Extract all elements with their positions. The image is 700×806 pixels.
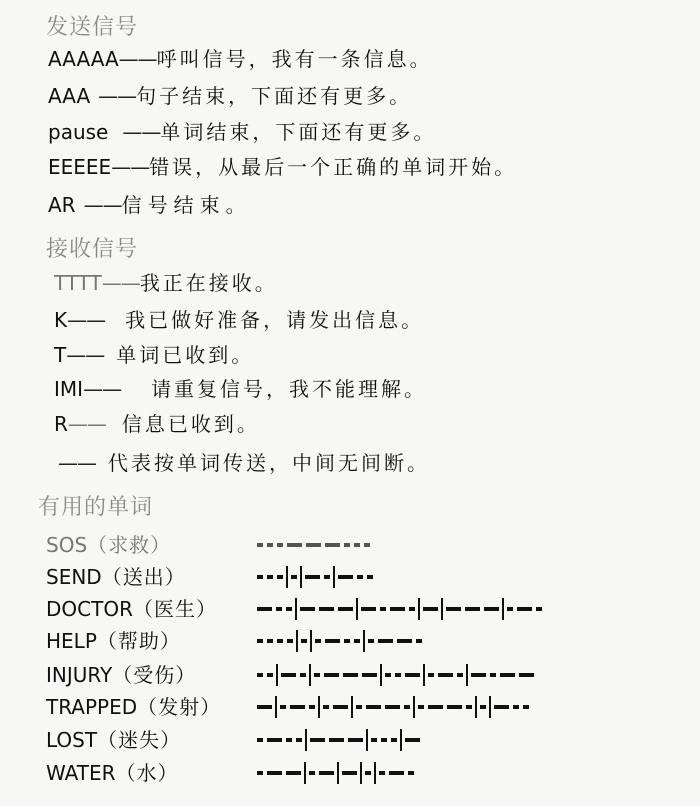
signal-dash: —— — [83, 377, 122, 401]
morse-dot — [344, 543, 350, 547]
word-text: SOS — [46, 533, 88, 557]
morse-dot — [267, 639, 273, 643]
receive-row — [58, 450, 430, 476]
word-meaning: （水） — [115, 761, 179, 785]
signal-description: 请重复信号，我不能理解。 — [151, 377, 428, 401]
morse-dash — [500, 673, 515, 677]
morse-letter-separator — [275, 696, 277, 718]
morse-dot — [324, 575, 330, 579]
morse-dash — [286, 771, 301, 775]
signal-description: 代表按单词传送，中间无间断。 — [108, 451, 430, 475]
morse-dot — [354, 639, 360, 643]
signal-code: K — [54, 308, 68, 332]
morse-dot — [291, 575, 297, 579]
morse-dot — [257, 738, 263, 742]
morse-dot — [368, 639, 374, 643]
morse-letter-separator — [295, 598, 297, 620]
word-text: DOCTOR — [46, 597, 133, 621]
morse-dot — [309, 771, 315, 775]
morse-dot — [428, 673, 434, 677]
signal-dash: —— — [118, 47, 157, 71]
morse-dash — [257, 607, 272, 611]
word-text: SEND — [46, 565, 102, 589]
morse-letter-separator — [276, 664, 278, 686]
morse-letter-separator — [360, 762, 362, 784]
signal-description: 呼叫信号，我有一条信息。 — [156, 47, 433, 71]
signal-description: 我已做好准备，请发出信息。 — [125, 308, 425, 332]
signal-description: 错误，从最后一个正确的单词开始。 — [149, 155, 518, 179]
morse-letter-separator — [502, 598, 504, 620]
signal-description: 我正在接收。 — [139, 271, 278, 295]
morse-dash — [338, 575, 353, 579]
word-meaning: （医生） — [132, 597, 217, 621]
morse-dot — [507, 607, 513, 611]
signal-dash: —— — [98, 84, 137, 108]
receive-row — [54, 307, 424, 333]
signal-dash: —— — [66, 343, 105, 367]
morse-letter-separator — [309, 664, 311, 686]
morse-dash — [446, 607, 461, 611]
word-row — [46, 727, 181, 753]
morse-dash — [329, 738, 344, 742]
receive-row — [54, 342, 254, 368]
morse-letter-separator — [286, 566, 288, 588]
morse-dot — [257, 673, 263, 677]
word-text: HELP — [46, 629, 97, 653]
signal-code: AAA — [48, 84, 91, 108]
morse-dot — [380, 607, 386, 611]
word-text: TRAPPED — [46, 695, 138, 719]
morse-dot — [267, 673, 273, 677]
morse-dot — [315, 639, 321, 643]
morse-dot — [300, 673, 306, 677]
morse-dash — [519, 673, 534, 677]
morse-dot — [379, 771, 385, 775]
morse-letter-separator — [305, 729, 307, 751]
morse-dash — [342, 771, 357, 775]
morse-dot — [409, 607, 415, 611]
signal-description: 单词结束，下面还有更多。 — [160, 120, 437, 144]
morse-letter-separator — [489, 696, 491, 718]
morse-dot — [257, 639, 263, 643]
morse-letter-separator — [363, 630, 365, 652]
word-row — [46, 628, 181, 654]
morse-dot — [385, 673, 391, 677]
word-meaning: （发射） — [137, 695, 222, 719]
signal-code: R — [54, 412, 68, 436]
morse-dash — [300, 607, 315, 611]
morse-dash — [305, 575, 320, 579]
morse-dot — [277, 543, 283, 547]
morse-dash — [290, 705, 305, 709]
morse-letter-separator — [300, 566, 302, 588]
morse-dot — [257, 575, 263, 579]
word-row — [46, 532, 171, 558]
morse-dash — [267, 771, 282, 775]
morse-dash — [267, 738, 282, 742]
word-meaning: （受伤） — [112, 663, 197, 687]
morse-dot — [323, 705, 329, 709]
morse-letter-separator — [418, 598, 420, 620]
morse-letter-separator — [413, 696, 415, 718]
morse-dash — [257, 705, 272, 709]
morse-letter-separator — [423, 664, 425, 686]
signal-code: AAAAA — [48, 47, 119, 71]
morse-dot — [416, 639, 422, 643]
morse-dot — [404, 705, 410, 709]
signal-description: 句子结束，下面还有更多。 — [136, 84, 413, 108]
word-row — [46, 694, 221, 720]
morse-dash — [378, 639, 393, 643]
send-row — [48, 46, 433, 72]
morse-dash — [287, 543, 302, 547]
send-row — [48, 83, 412, 109]
receive-section-title: 接收信号 — [46, 237, 139, 262]
morse-dash — [338, 607, 353, 611]
morse-dash — [325, 639, 340, 643]
morse-dot — [287, 639, 293, 643]
words-section-title: 有用的单词 — [38, 495, 154, 520]
signal-code: EEEEE — [48, 155, 112, 179]
morse-dash — [438, 673, 453, 677]
receive-row — [54, 411, 260, 437]
morse-dot — [296, 738, 302, 742]
morse-dash — [484, 607, 499, 611]
morse-dash — [465, 607, 480, 611]
morse-dot — [391, 738, 397, 742]
morse-dash — [324, 673, 339, 677]
receive-row — [54, 270, 278, 296]
morse-letter-separator — [318, 696, 320, 718]
signal-dash: —— — [111, 155, 150, 179]
morse-letter-separator — [351, 696, 353, 718]
morse-dash — [517, 607, 532, 611]
morse-dot — [314, 673, 320, 677]
signal-description: 信息已收到。 — [121, 412, 260, 436]
morse-dash — [319, 607, 334, 611]
morse-dash — [390, 607, 405, 611]
signal-dash: —— — [83, 193, 122, 217]
morse-dash — [281, 673, 296, 677]
morse-dot — [367, 575, 373, 579]
word-meaning: （送出） — [101, 565, 186, 589]
word-row — [46, 662, 196, 688]
morse-dash — [361, 607, 376, 611]
morse-letter-separator — [304, 762, 306, 784]
signal-code: pause — [48, 120, 109, 144]
signal-dash: —— — [122, 120, 161, 144]
morse-dot — [513, 705, 519, 709]
morse-letter-separator — [356, 598, 358, 620]
morse-letter-separator — [337, 762, 339, 784]
morse-dash — [310, 738, 325, 742]
word-meaning: （迷失） — [97, 728, 182, 752]
morse-dot — [277, 575, 283, 579]
word-row — [46, 564, 186, 590]
morse-dash — [348, 738, 363, 742]
morse-dash — [494, 705, 509, 709]
morse-dot — [286, 738, 292, 742]
morse-dot — [395, 673, 401, 677]
morse-dash — [405, 673, 420, 677]
morse-dash — [306, 543, 321, 547]
morse-dot — [364, 543, 370, 547]
morse-dash — [366, 705, 381, 709]
morse-dash — [325, 543, 340, 547]
morse-letter-separator — [475, 696, 477, 718]
morse-dot — [301, 639, 307, 643]
morse-dot — [356, 705, 362, 709]
word-row — [46, 760, 179, 786]
morse-dash — [333, 705, 348, 709]
signal-dash: —— — [58, 451, 96, 475]
signal-dash: —— — [101, 271, 140, 295]
morse-dash — [471, 673, 486, 677]
morse-dot — [354, 543, 360, 547]
send-row — [48, 192, 252, 218]
morse-dash — [319, 771, 334, 775]
morse-dot — [490, 673, 496, 677]
morse-letter-separator — [466, 664, 468, 686]
signal-code: TTTT — [54, 271, 102, 295]
morse-dot — [344, 639, 350, 643]
receive-row — [54, 376, 427, 402]
morse-dash — [343, 673, 358, 677]
send-section-title: 发送信号 — [46, 15, 139, 40]
morse-letter-separator — [296, 630, 298, 652]
morse-letter-separator — [400, 729, 402, 751]
word-meaning: （求救） — [87, 533, 172, 557]
morse-letter-separator — [380, 664, 382, 686]
morse-dot — [309, 705, 315, 709]
morse-dash — [405, 738, 420, 742]
morse-dot — [408, 771, 414, 775]
morse-letter-separator — [310, 630, 312, 652]
signal-code: T — [54, 343, 67, 367]
morse-dot — [418, 705, 424, 709]
morse-dash — [397, 639, 412, 643]
morse-dot — [381, 738, 387, 742]
morse-dot — [257, 771, 263, 775]
signal-description: 信号结束。 — [121, 193, 252, 217]
morse-dash — [385, 705, 400, 709]
morse-dash — [447, 705, 462, 709]
morse-dot — [280, 705, 286, 709]
morse-letter-separator — [374, 762, 376, 784]
morse-dot — [357, 575, 363, 579]
send-row — [48, 154, 517, 180]
morse-letter-separator — [366, 729, 368, 751]
morse-dot — [466, 705, 472, 709]
morse-dash — [389, 771, 404, 775]
morse-dot — [457, 673, 463, 677]
morse-dot — [257, 543, 263, 547]
morse-dot — [277, 639, 283, 643]
word-row — [46, 596, 217, 622]
signal-dash: —— — [67, 308, 106, 332]
morse-dot — [267, 575, 273, 579]
morse-dot — [365, 771, 371, 775]
morse-letter-separator — [441, 598, 443, 620]
signal-dash: —— — [67, 412, 106, 436]
signal-code: IMI — [54, 377, 84, 401]
word-meaning: （帮助） — [96, 629, 181, 653]
word-text: WATER — [46, 761, 116, 785]
morse-dot — [536, 607, 542, 611]
morse-dot — [267, 543, 273, 547]
morse-dot — [371, 738, 377, 742]
morse-dash — [362, 673, 377, 677]
morse-dash — [428, 705, 443, 709]
word-text: LOST — [46, 728, 98, 752]
morse-dot — [480, 705, 486, 709]
morse-dot — [276, 607, 282, 611]
word-text: INJURY — [46, 663, 113, 687]
signal-code: AR — [48, 193, 76, 217]
signal-description: 单词已收到。 — [116, 343, 255, 367]
morse-dot — [286, 607, 292, 611]
morse-dot — [523, 705, 529, 709]
morse-letter-separator — [333, 566, 335, 588]
send-row — [48, 119, 436, 145]
morse-dash — [423, 607, 438, 611]
